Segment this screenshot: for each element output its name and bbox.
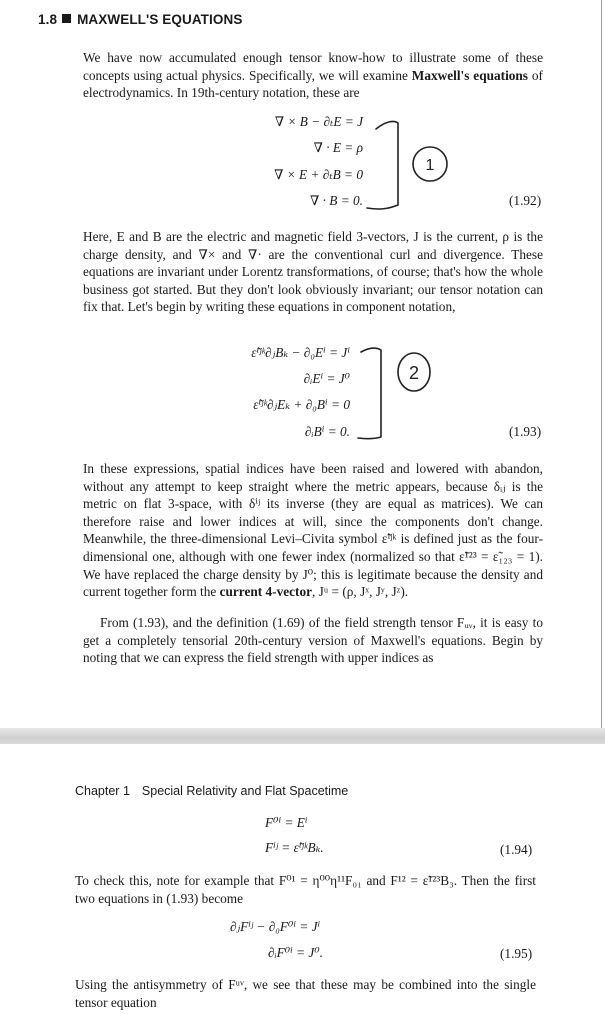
eq-192-line-3: ∇ × E + ∂ₜB = 0 [274,167,363,182]
eq-192-line-1: ∇ × B − ∂ₜE = J [274,114,363,129]
paragraph-fields: Here, E and B are the electric and magnetic field 3-vectors, J is the current, ρ is the charge density, and ∇× and ∇· are the conventional curl and divergence. These equations are invariant under Lorentz transformations, of course; that's how the whole business got started. But they don't look obviously invariant; our tensor notation can fix that. Let's begin by writing these equations in component notation, [83,229,543,315]
chapter-title: Special Relativity and Flat Spacetime [141,784,349,798]
section-number: 1.8 [38,12,58,27]
page-edge [601,0,602,728]
eq-193-line-3: ε̃ⁱʲᵏ∂ⱼEₖ + ∂₀Bⁱ = 0 [253,397,350,412]
paragraph-field-strength: From (1.93), and the definition (1.69) of the field strength tensor Fᵤᵥ, it is easy to get a completely tensorial 20th-century version of Maxwell's equations. Begin by noting that we can express the field strength with upper indices as [83,615,543,666]
paragraph-antisymmetry: Using the antisymmetry of Fᵘᵛ, we see that these may be combined into the single tensor equation [75,977,536,1010]
indices-text-tail: , Jᵘ = (ρ, Jˣ, Jʸ, Jᶻ). [312,584,409,600]
bracket-eq-192 [367,121,398,209]
section-title: MAXWELL'S EQUATIONS [77,12,243,27]
eq-192-line-2: ∇ · E = ρ [313,140,363,155]
eq-195-line-1: ∂ⱼFⁱʲ − ∂₀F⁰ⁱ = Jⁱ [230,919,321,934]
eq-193-number: (1.93) [509,424,542,439]
annotation-label-2: 2 [408,363,420,383]
current-4-vector-term: current 4-vector [219,584,313,600]
eq-192-number: (1.92) [509,193,542,208]
eq-194-number: (1.94) [500,842,533,857]
bracket-eq-193 [358,348,381,439]
page-two [0,744,605,1024]
eq-194-line-2: Fⁱʲ = ε̃ⁱʲᵏBₖ. [265,840,324,855]
intro-bold-term: Maxwell's equations [411,67,528,83]
eq-195-number: (1.95) [500,946,533,961]
intro-text: We have now accumulated enough tensor know-how to illustrate some of these concepts using actual physics. Specifically, we will examine [83,50,543,83]
eq-194-line-1: F⁰ⁱ = Eⁱ [265,815,308,830]
eq-193-line-2: ∂ᵢEⁱ = J⁰ [303,371,350,386]
paragraph-check: To check this, note for example that F⁰¹ = η⁰⁰η¹¹F₀₁ and F¹² = ε̃¹²³B₃. Then the first two equations in (1.93) become [75,873,536,906]
annotation-label-1: 1 [425,157,435,174]
eq-195-line-2: ∂ᵢF⁰ⁱ = J⁰. [268,945,323,960]
eq-193-line-4: ∂ᵢBⁱ = 0. [304,424,350,439]
intro-text-end: of electrodynamics. In 19th-century notation, these are [83,67,543,101]
eq-192-line-4: ∇ · B = 0. [310,193,363,208]
chapter-number: Chapter 1 [75,784,130,798]
indices-text: In these expressions, spatial indices have been raised and lowered with abandon, without any attempt to keep straight where the metric appears, because δᵢⱼ is the metric on flat 3-space, with δⁱʲ its inverse (they are equal as matrices). We can therefore raise and lower indices at will, since the components don't change. Meanwhile, the three-dimensional Levi–Civita symbol ε̃ⁱʲᵏ is defined just as the four-dimensional one, although with one fewer index (normalized so that ε̃¹²³ = ε̃₁₂₃ = 1). We have replaced the charge density by J⁰; this is legitimate because the density and current together form the [83,461,543,600]
chapter-header [75,784,348,798]
eq-193-line-1: ε̃ⁱʲᵏ∂ⱼBₖ − ∂₀Eⁱ = Jⁱ [251,345,350,360]
